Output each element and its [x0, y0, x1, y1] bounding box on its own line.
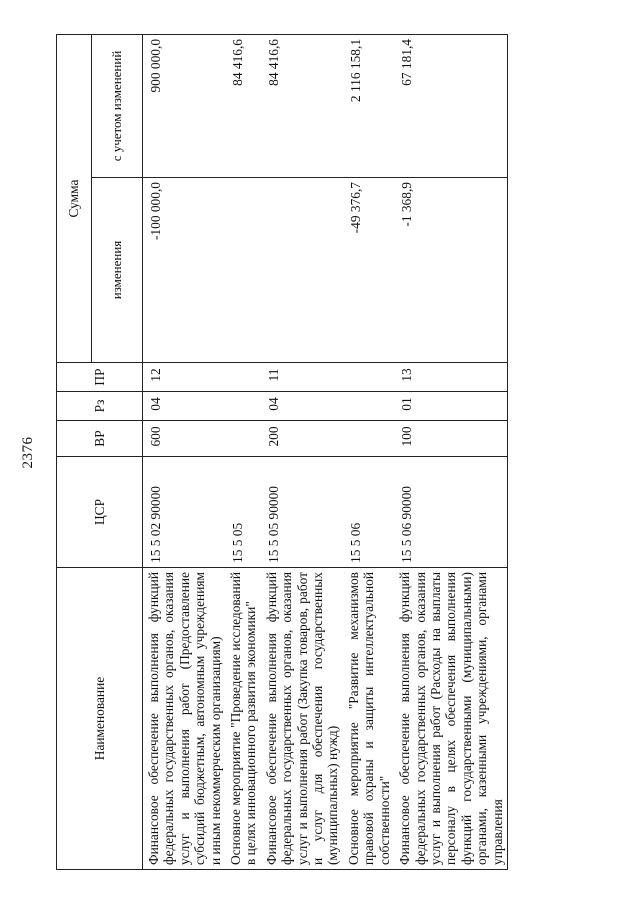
row-name: Основное мероприятие "Проведение исследований в целях инновационного развития экономики": [225, 568, 261, 870]
row-with-changes: 900 000,0: [143, 34, 226, 177]
row-changes: -100 000,0: [143, 178, 226, 363]
row-csr: 15 5 06 90000: [394, 457, 507, 568]
page-number: 2376: [20, 436, 36, 469]
row-name: Основное мероприятие "Развитие механизмов правовой охраны и защиты интеллектуальной собственности": [343, 568, 394, 870]
row-pr: 13: [394, 363, 507, 392]
table-row: [225, 34, 261, 869]
row-rz: [343, 392, 394, 421]
budget-table: [56, 34, 508, 870]
rotated-content: [20, 35, 620, 870]
row-csr: 15 5 05 90000: [261, 457, 343, 568]
row-changes: [225, 178, 261, 363]
row-with-changes: 67 181,4: [394, 34, 507, 177]
header-pr: ПР: [57, 363, 143, 392]
header-changes: изменения: [92, 178, 143, 363]
row-pr: 12: [143, 363, 226, 392]
row-csr: 15 5 05: [225, 457, 261, 568]
row-vr: 100: [394, 421, 507, 457]
row-with-changes: 84 416,6: [261, 34, 343, 177]
row-changes: -49 376,7: [343, 178, 394, 363]
row-pr: [343, 363, 394, 392]
table-row: [261, 34, 343, 869]
row-changes: [261, 178, 343, 363]
row-vr: 600: [143, 421, 226, 457]
row-name: Финансовое обеспечение выполнения функций федеральных государственных органов, оказания услуг и выполнения работ (Расходы на выплаты персоналу в целях обеспечения выполнения функций государственными (муниципальными) органами, казенными учреждениями, органами управления: [394, 568, 507, 870]
row-vr: 200: [261, 421, 343, 457]
header-sum: Сумма: [57, 34, 92, 362]
row-changes: -1 368,9: [394, 178, 507, 363]
header-name: Наименование: [57, 568, 143, 870]
row-rz: 01: [394, 392, 507, 421]
table-row: [394, 34, 507, 869]
row-rz: 04: [261, 392, 343, 421]
row-pr: 11: [261, 363, 343, 392]
row-csr: 15 5 06: [343, 457, 394, 568]
row-with-changes: 84 416,6: [225, 34, 261, 177]
row-vr: [225, 421, 261, 457]
row-name: Финансовое обеспечение выполнения функций федеральных государственных органов, оказания услуг и выполнения работ (Закупка товаров, работ и услуг для обеспечения государственных (муниципальных) нужд): [261, 568, 343, 870]
table-row: [143, 34, 226, 869]
header-vr: ВР: [57, 421, 143, 457]
header-rz: Рз: [57, 392, 143, 421]
table-row: [343, 34, 394, 869]
row-rz: 04: [143, 392, 226, 421]
row-pr: [225, 363, 261, 392]
row-rz: [225, 392, 261, 421]
row-csr: 15 5 02 90000: [143, 457, 226, 568]
header-with-changes: с учетом изменений: [92, 34, 143, 177]
row-vr: [343, 421, 394, 457]
row-name: Финансовое обеспечение выполнения функций федеральных государственных органов, оказания услуг и выполнения работ (Предоставление субсидий бюджетным, автономным учреждениям и иным некоммерческим организациям): [143, 568, 226, 870]
row-with-changes: 2 116 158,1: [343, 34, 394, 177]
header-csr: ЦСР: [57, 457, 143, 568]
